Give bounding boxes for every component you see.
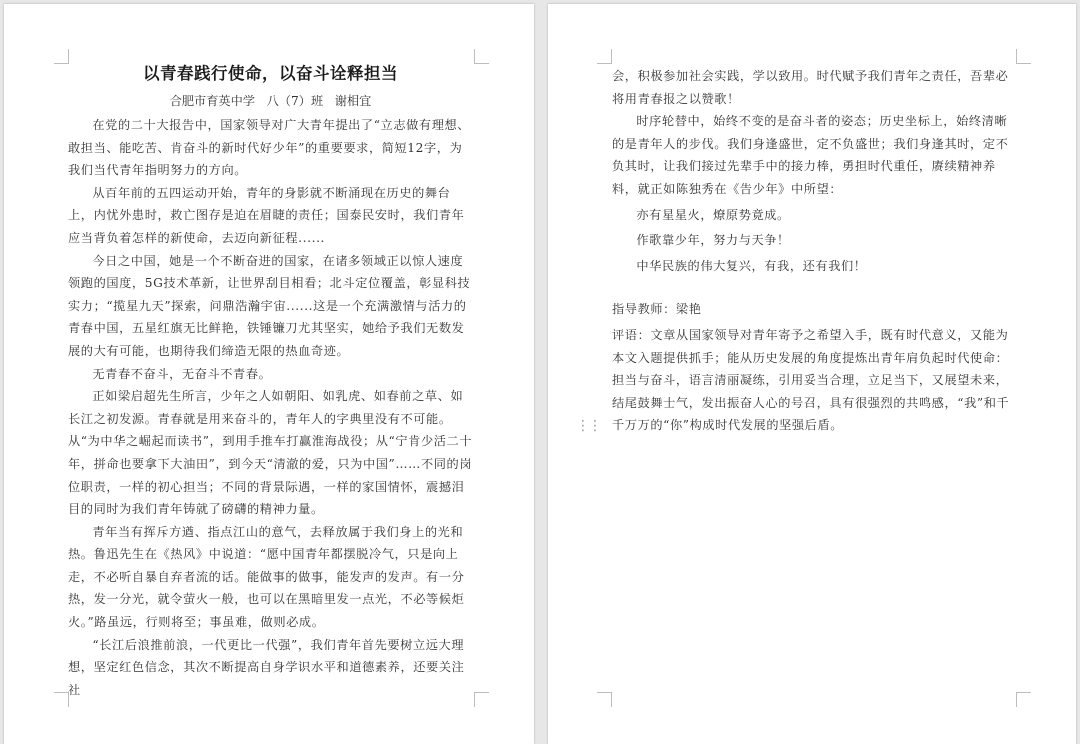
verse-line: 作歌靠少年，努力与天争！ — [636, 233, 790, 248]
margin-corner-mark — [1016, 49, 1031, 64]
paragraph: 时序轮替中，始终不变的是奋斗者的姿态；历史坐标上，始终清晰的是青年人的步伐。我们身逢盛世，定不负盛世；我们身逢其时，定不负其时，让我们接过先辈手中的接力棒，勇担时代重任，赓续精神养料，就正如陈独秀在《告少年》中所望： — [612, 114, 1009, 196]
paragraph: “长江后浪推前浪，一代更比一代强”，我们青年首先要树立远大理想，坚定红色信念，其次不断提高自身学识水平和道德素养，还要关注社 — [68, 637, 465, 697]
margin-corner-mark — [54, 49, 69, 64]
paragraph: 从百年前的五四运动开始，青年的身影就不断涌现在历史的舞台上，内忧外患时，救亡图存是迫在眉睫的责任；国泰民安时，我们青年应当背负着怎样的新使命，去迈向新征程...... — [68, 185, 465, 245]
margin-corner-mark — [597, 49, 612, 64]
page-2-body[interactable] — [612, 65, 1016, 437]
margin-corner-mark — [597, 692, 612, 707]
paragraph: 会，积极参加社会实践，学以致用。时代赋予我们青年之责任，吾辈必将用青春报之以赞歌！ — [612, 69, 1009, 106]
document-page-2 — [548, 4, 1076, 744]
page-1-body[interactable] — [68, 62, 473, 701]
teacher-comment: 评语：文章从国家领导对青年寄予之希望入手，既有时代意义，又能为本文入题提供抓手；能从历史发展的角度提炼出青年肩负起时代使命：担当与奋斗，语言清丽凝练，引用妥当合理，立足当下，又展望未来，结尾鼓舞士气，发出振奋人心的号召，具有很强烈的共鸣感，“我”和千千万万的“你”构成时代发展的坚强后盾。 — [612, 327, 1010, 433]
document-page-1 — [4, 4, 534, 744]
paragraph: 在党的二十大报告中，国家领导对广大青年提出了“立志做有理想、敢担当、能吃苦、肯奋斗的新时代好少年”的重要要求，简短12字，为我们当代青年指明努力的方向。 — [68, 118, 471, 178]
paragraph: 青年当有挥斥方遒、指点江山的意气，去释放属于我们身上的光和热。鲁迅先生在《热风》中说道：“愿中国青年都摆脱冷气，只是向上走，不必听自暴自弃者流的话。能做事的做事，能发声的发声。有一分热，发一分光，就令萤火一般，也可以在黑暗里发一点光，不必等候炬火。”路虽远，行则将至；事虽难，做则必成。 — [68, 524, 465, 630]
drag-handle-icon[interactable]: ⋮⋮ — [576, 418, 600, 434]
author-byline: 合肥市育英中学 八（7）班 谢相宜 — [169, 94, 372, 108]
paragraph: 无青春不奋斗，无奋斗不青春。 — [92, 366, 272, 381]
paragraph: 今日之中国，她是一个不断奋进的国家，在诸多领域正以惊人速度领跑的国度，5G技术革新，让世界刮目相看；北斗定位覆盖，彰显科技实力；“揽星九天”探索，问鼎浩瀚宇宙......这是一个充满激情与活力的青春中国，五星红旗无比鲜艳，铁锤镰刀尤其坚实，她给予我们无数发展的大有可能，也期待我们缔造无限的热血奇迹。 — [68, 253, 471, 358]
margin-corner-mark — [1016, 692, 1031, 707]
paragraph: 正如梁启超先生所言，少年之人如朝阳、如乳虎、如春前之草、如长江之初发源。青春就是用来奋斗的，青年人的字典里没有不可能。从“为中华之崛起而读书”，到用手推车打赢淮海战役；从“宁肯少活二十年，拼命也要拿下大油田”，到今天“清澈的爱，只为中国”……不同的岗位职责，一样的初心担当；不同的背景际遇，一样的家国情怀，震撼泪目的同时为我们青年铸就了磅礴的精神力量。 — [68, 389, 473, 517]
verse-line: 中华民族的伟大复兴，有我，还有我们！ — [636, 258, 867, 273]
margin-corner-mark — [54, 692, 69, 707]
essay-title: 以青春践行使命，以奋斗诠释担当 — [143, 64, 398, 83]
margin-corner-mark — [474, 49, 489, 64]
margin-corner-mark — [474, 692, 489, 707]
teacher-line: 指导教师：梁艳 — [612, 302, 702, 317]
verse-line: 亦有星星火，燎原势竟成。 — [636, 207, 790, 222]
